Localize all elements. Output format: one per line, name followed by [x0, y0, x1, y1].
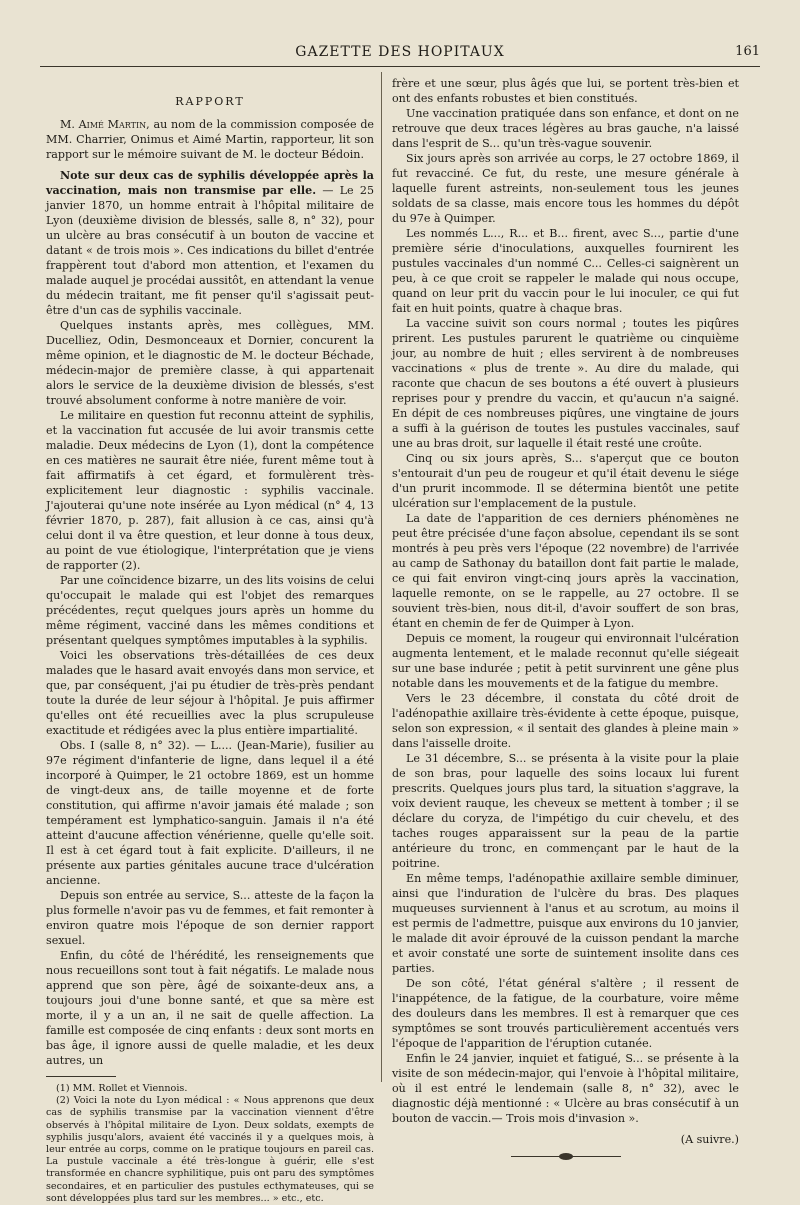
note-text: — Le 25 janvier 1870, un homme entrait à l'hôpital militaire de Lyon (deuxième division de blessés, salle 8, n° 32), pour un ulcère au bras consécutif à un bouton de vaccine et datant « de trois mois ». Ces indications du billet d'entrée frappèrent tout d'abord mon attention, et l'examen du malade auquel je procédai aussitôt, en attendant la venue du médecin traitant, me fit penser qu'il s'agissait peut-être d'un cas de syphilis vaccinale. — [46, 184, 374, 317]
column-divider — [381, 72, 382, 1082]
section-title: RAPPORT — [175, 95, 245, 108]
paragraph: Voici les observations très-détaillées de ces deux malades que le hasard avait envoyés dans mon service, et que, par conséquent, j'ai pu étudier de très-près pendant toute la durée de leur séjour à l'hôpital. Je puis affirmer qu'elles ont été recueillies avec la plus scrupuleuse exactitude et rédigées avec la plus entière impartialité. — [46, 649, 374, 737]
paragraph: Vers le 23 décembre, il constata du côté droit de l'adénopathie axillaire très-évidente à cette époque, puisque, selon son expression, « il sentait des glandes à pleine main » dans l'aisselle droite. — [392, 692, 739, 750]
intro-text: au nom de la commission composée de MM. Charrier, Onimus et Aimé Martin, rapporteur, lit son rapport sur le mémoire suivant de M. le docteur Bédoin. — [46, 118, 374, 161]
paragraph: La vaccine suivit son cours normal ; toutes les piqûres prirent. Les pustules parurent le quatrième ou cinquième jour, au nombre de huit ; elles servirent à de nombreuses vaccinations « plus de trente ». Au dire du malade, qui raconte que chacun de ses boutons a été ouvert à plusieurs reprises pour y prendre du vaccin, et qu'aucun n'a saigné. En dépit de ces nombreuses piqûres, une vingtaine de jours a suffi à la guérison de toutes les pustules vaccinales, sauf une au bras droit, sur laquelle il était resté une croûte. — [392, 317, 739, 450]
journal-title: GAZETTE DES HOPITAUX — [295, 44, 505, 60]
paragraph: Six jours après son arrivée au corps, le 27 octobre 1869, il fut revacciné. Ce fut, du reste, une mesure générale à laquelle furent astreints, non-seulement tous les jeunes soldats de sa classe, mais encore tous les hommes du dépôt du 97e à Quimper. — [392, 152, 739, 225]
left-column — [46, 76, 374, 1205]
paragraph: frère et une sœur, plus âgés que lui, se portent très-bien et ont des enfants robustes et bien constitués. — [392, 77, 739, 105]
paragraph: Enfin le 24 janvier, inquiet et fatigué, S... se présente à la visite de son médecin-major, qui l'envoie à l'hôpital militaire, où il est entré le lendemain (salle 8, n° 32), avec le diagnostic déjà mentionné : « Ulcère au bras consécutif à un bouton de vaccin.— Trois mois d'invasion ». — [392, 1052, 739, 1125]
paragraph: Enfin, du côté de l'hérédité, les renseignements que nous recueillons sont tout à fait négatifs. Le malade nous apprend que son père, âgé de soixante-deux ans, a toujours joui d'une bonne santé, et que sa mère est morte, il y a un an, il ne sait de quelle affection. La famille est composée de cinq enfants : deux sont morts en bas âge, il ignore aussi de quelle maladie, et les deux autres, un — [46, 949, 374, 1067]
footnote-separator — [46, 1076, 116, 1077]
note-paragraph — [46, 168, 374, 318]
paragraph: Depuis ce moment, la rougeur qui environnait l'ulcération augmenta lentement, et le malade reconnut qu'elle siégeait sur une base indurée ; petit à petit survinrent une gêne plus notable dans les mouvements et de la fatigue du membre. — [392, 632, 739, 690]
footnote-2: (2) Voici la note du Lyon médical : « Nous apprenons que deux cas de syphilis transmise par la vaccination viennent d'être observés à l'hôpital militaire de Lyon. Deux soldats, exempts de syphilis jusqu'alors, avaient été vaccinés il y a quelques mois, à leur entrée au corps, comme on le pratique toujours en pareil cas. La pustule vaccinale a été très-longue à guérir, elle s'est transformée en chancre syphilitique, puis ont paru des symptômes secondaires, et en particulier des pustules ecthymateuses, qui se sont développées plus tard sur les membres... » etc., etc. — [46, 1095, 374, 1204]
paragraph: Les nommés L..., R... et B... firent, avec S..., partie d'une première série d'inoculations, auxquelles fournirent les pustules vaccinales d'un nommé C... Celles-ci saignèrent un peu, à ce que croit se rappeler le malade qui nous occupe, quand on leur prit du vaccin pour le lui inoculer, ce qui fut fait en huit points, quatre à chaque bras. — [392, 227, 739, 315]
paragraph: Par une coïncidence bizarre, un des lits voisins de celui qu'occupait le malade qui est l'objet des remarques précédentes, reçut quelques jours après un homme du même régiment, vacciné dans les mêmes conditions et présentant quelques symptômes imputables à la syphilis. — [46, 574, 374, 647]
note-title: Note sur deux cas de syphilis développée après la vaccination, mais non transmise par elle. — [46, 169, 374, 197]
paragraph: Quelques instants après, mes collègues, MM. Ducelliez, Odin, Desmonceaux et Dornier, concurent la même opinion, et le diagnostic de M. le docteur Béchade, médecin-major de première classe, à qui appartenait alors le service de la deuxième division de blessés, s'est trouvé absolument conforme à notre manière de voir. — [46, 319, 374, 407]
right-column — [392, 76, 739, 1161]
to-be-continued: (A suivre.) — [680, 1133, 739, 1146]
paragraph: Une vaccination pratiquée dans son enfance, et dont on ne retrouve que deux traces légères au bras gauche, n'a laissé dans l'esprit de S... qu'un très-vague souvenir. — [392, 107, 739, 150]
footnote-1: (1) MM. Rollet et Viennois. — [56, 1083, 188, 1094]
intro-author: M. Aimé Martin, — [60, 118, 150, 131]
paragraph: Cinq ou six jours après, S... s'aperçut que ce bouton s'entourait d'un peu de rougeur et qu'il était devenu le siége d'un prurit incommode. Il se détermina bientôt une petite ulcération sur l'emplacement de la pustule. — [392, 452, 739, 510]
paragraph: Le militaire en question fut reconnu atteint de syphilis, et la vaccination fut accusée de lui avoir transmis cette maladie. Deux médecins de Lyon (1), dont la compétence en ces matières ne saurait être niée, furent même tout à fait affirmatifs à cet égard, et formulèrent très-explicitement leur diagnostic : syphilis vaccinale. J'ajouterai qu'une note insérée au Lyon médical (n° 4, 13 février 1870, p. 287), fait allusion à ce cas, ainsi qu'à celui dont il va être question, et leur donne à tous deux, au point de vue étiologique, l'interprétation que je viens de rapporter (2). — [46, 409, 374, 572]
footnotes — [46, 1083, 374, 1205]
intro-paragraph — [46, 117, 374, 162]
paragraph: Le 31 décembre, S... se présenta à la visite pour la plaie de son bras, pour laquelle des soins locaux lui furent prescrits. Quelques jours plus tard, la situation s'aggrave, la voix devient rauque, les cheveux se mettent à tomber ; il se déclare du coryza, de l'impétigo du cuir chevelu, et des taches rouges apparaissent sur la peau de la partie antérieure du tronc, en commençant par le haut de la poitrine. — [392, 752, 739, 870]
paragraph: En même temps, l'adénopathie axillaire semble diminuer, ainsi que l'induration de l'ulcère du bras. Des plaques muqueuses surviennent à l'anus et au scrotum, au moins il est permis de l'admettre, puisque aux environs du 10 janvier, le malade dit avoir éprouvé de la cuisson pendant la marche et avoir constaté une sorte de suintement insolite dans ces parties. — [392, 872, 739, 975]
page-number: 161 — [735, 44, 760, 59]
paragraph: La date de l'apparition de ces derniers phénomènes ne peut être précisée d'une façon absolue, cependant ils se sont montrés à peu près vers l'époque (22 novembre) de l'arrivée au camp de Sathonay du bataillon dont fait partie le malade, ce qui fait environ vingt-cinq jours après la vaccination, laquelle remonte, on se le rappelle, au 27 octobre. Il se souvient très-bien, nous dit-il, d'avoir souffert de son bras, étant en chemin de fer de Quimper à Lyon. — [392, 512, 739, 630]
paragraph: De son côté, l'état général s'altère ; il ressent de l'inappétence, de la fatigue, de la courbature, voire même des douleurs dans les membres. Il est à remarquer que ces symptômes se sont trouvés particulièrement accentués vers l'époque de l'apparition de l'éruption cutanée. — [392, 977, 739, 1050]
observation-heading-paragraph: Obs. I (salle 8, n° 32). — L.... (Jean-Marie), fusilier au 97e régiment d'infanterie de ligne, dans lequel il a été incorporé à Quimper, le 21 octobre 1869, est un homme de vingt-deux ans, de taille moyenne et de forte constitution, qui affirme n'avoir jamais été malade ; son tempérament est lymphatico-sanguin. Jamais il n'a été atteint d'aucune affection vénérienne, quelle qu'elle soit. Il est à cet égard tout à fait explicite. D'ailleurs, il ne présente aux parties génitales aucune trace d'ulcération ancienne. — [46, 739, 374, 887]
running-header — [40, 40, 760, 67]
paragraph: Depuis son entrée au service, S... atteste de la façon la plus formelle n'avoir pas vu de femmes, et fait remonter à environ quatre mois l'époque de son dernier rapport sexuel. — [46, 889, 374, 947]
end-ornament — [511, 1153, 621, 1161]
